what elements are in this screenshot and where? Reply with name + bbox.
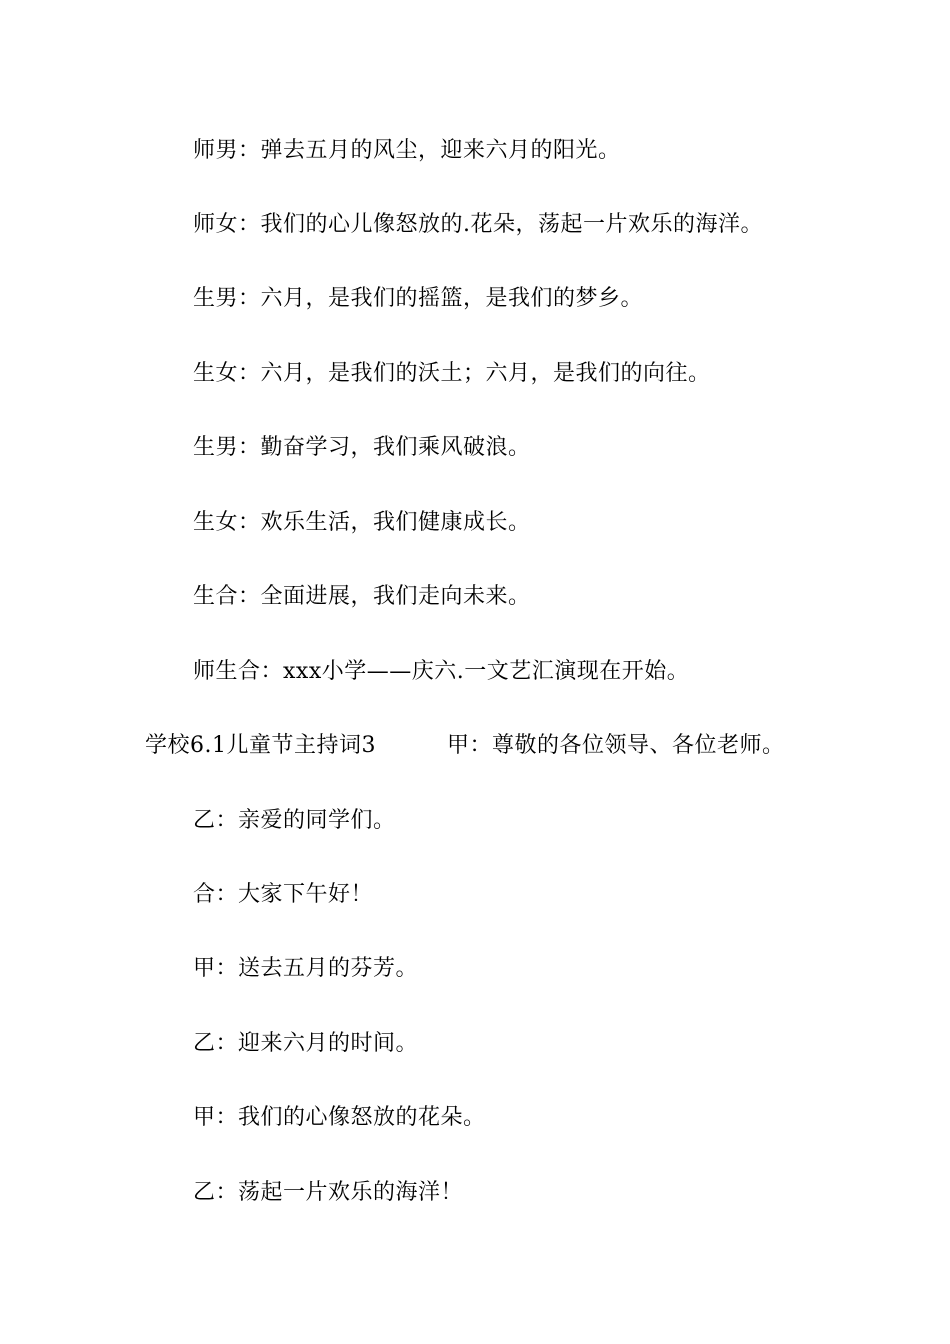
paragraph-line: 生女：欢乐生活，我们健康成长。 (193, 510, 531, 535)
paragraph-line: 生女：六月，是我们的沃土；六月，是我们的向往。 (193, 361, 711, 386)
paragraph-line: 合：大家下午好！ (193, 882, 374, 907)
paragraph-line: 甲：送去五月的芬芳。 (193, 956, 419, 981)
paragraph-line: 生男：六月，是我们的摇篮，是我们的梦乡。 (193, 286, 644, 311)
section-title: 学校6.1儿童节主持词3 (145, 733, 376, 758)
section-first-line: 甲：尊敬的各位领导、各位老师。 (447, 733, 785, 758)
paragraph-line: 师生合：xxx小学——庆六.一文艺汇演现在开始。 (193, 659, 690, 684)
paragraph-line: 乙：迎来六月的时间。 (193, 1031, 419, 1056)
paragraph-line: 生男：勤奋学习，我们乘风破浪。 (193, 435, 531, 460)
paragraph-line: 生合：全面进展，我们走向未来。 (193, 584, 531, 609)
section-heading-line (145, 732, 785, 760)
paragraph-line: 师男：弹去五月的风尘，迎来六月的阳光。 (193, 138, 621, 163)
paragraph-line: 乙：荡起一片欢乐的海洋！ (193, 1180, 464, 1205)
paragraph-line: 乙：亲爱的同学们。 (193, 808, 396, 833)
paragraph-line: 师女：我们的心儿像怒放的.花朵，荡起一片欢乐的海洋。 (193, 212, 763, 237)
paragraph-line: 甲：我们的心像怒放的花朵。 (193, 1105, 486, 1130)
